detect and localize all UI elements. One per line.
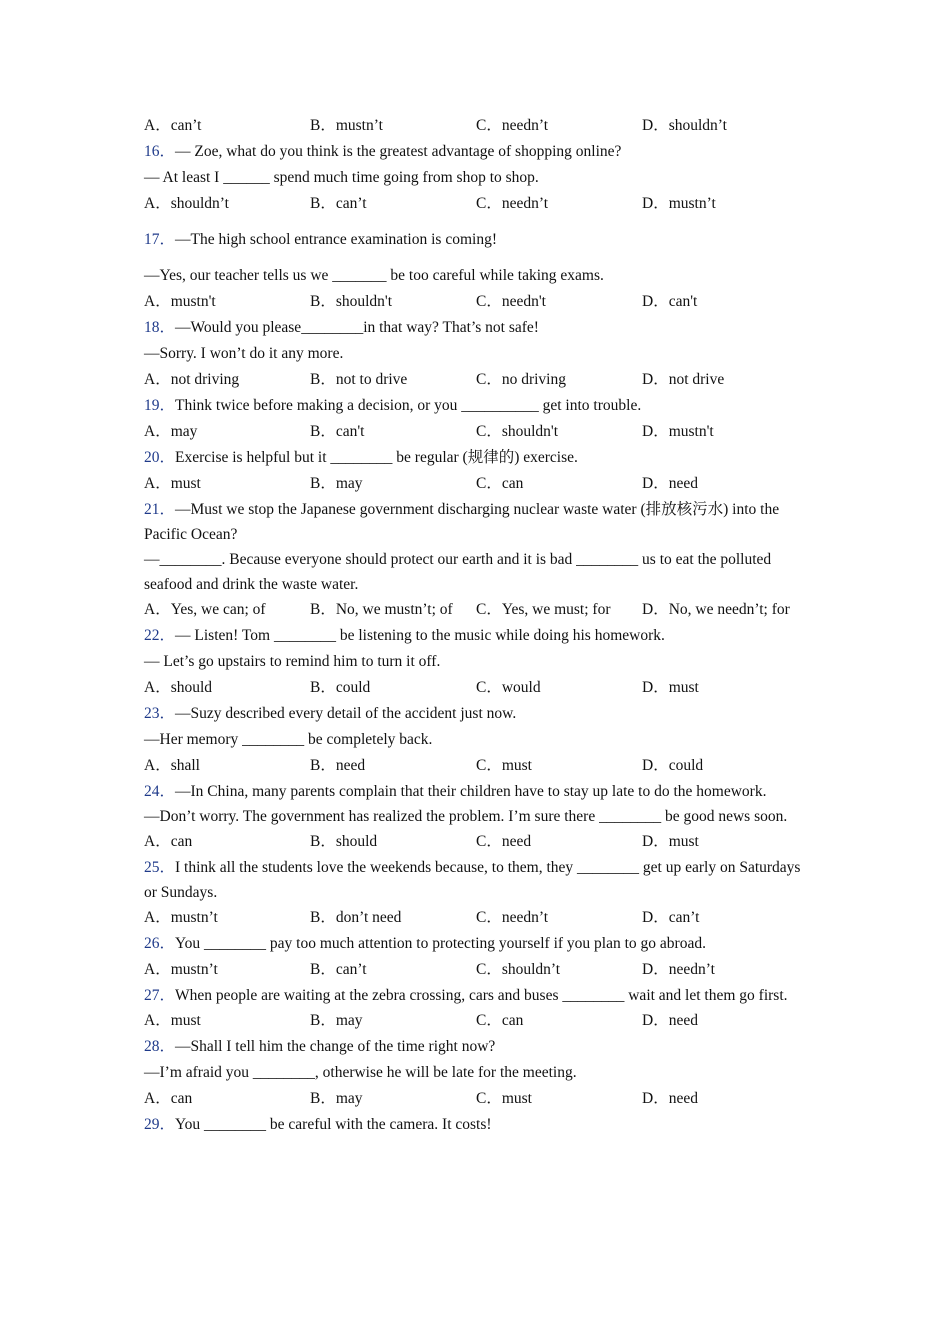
- option-d: D．not drive: [642, 371, 725, 388]
- question-text: You ________ be careful with the camera. It costs!: [175, 1116, 492, 1133]
- question-27-stem: [144, 983, 814, 1008]
- question-text: You ________ pay too much attention to protecting yourself if you plan to go abroad.: [175, 935, 706, 952]
- option-d: D．need: [642, 475, 698, 492]
- options-row: [144, 829, 814, 855]
- option-d: D．mustn't: [642, 423, 714, 440]
- question-19-stem: [144, 393, 814, 419]
- options-row: [144, 957, 814, 983]
- option-b: B．No, we mustn’t; of: [310, 601, 453, 618]
- option-b: B．may: [310, 475, 363, 492]
- question-text: —Shall I tell him the change of the time right now?: [175, 1038, 496, 1055]
- option-a: A．can: [144, 1090, 193, 1107]
- question-number: 25．: [144, 859, 176, 876]
- options-row: [144, 471, 814, 497]
- question-18-stem: [144, 315, 814, 341]
- option-b: B．should: [310, 833, 378, 850]
- option-b: B．can’t: [310, 195, 367, 212]
- option-a: A．may: [144, 423, 198, 440]
- question-22-reply: — Let’s go upstairs to remind him to turn it off.: [144, 653, 441, 670]
- question-text: —Must we stop the Japanese government discharging nuclear waste water (排放核污水) into the Pacific Ocean?: [144, 501, 780, 543]
- option-c: C．Yes, we must; for: [476, 601, 611, 618]
- question-number: 16．: [144, 143, 176, 160]
- option-c: C．can: [476, 475, 524, 492]
- question-number: 27．: [144, 987, 176, 1004]
- options-row: [144, 1086, 814, 1112]
- option-b: B．may: [310, 1012, 363, 1029]
- option-a: A．should: [144, 679, 213, 696]
- option-d: D．No, we needn’t; for: [642, 601, 790, 618]
- option-a: A．can’t: [144, 117, 202, 134]
- question-number: 23．: [144, 705, 176, 722]
- question-text: — Zoe, what do you think is the greatest advantage of shopping online?: [175, 143, 622, 160]
- question-24-reply: —Don’t worry. The government has realized the problem. I’m sure there ________ be good news soon.: [144, 808, 788, 825]
- option-c: C．must: [476, 757, 532, 774]
- question-18-reply: —Sorry. I won’t do it any more.: [144, 345, 344, 362]
- option-a: A．can: [144, 833, 193, 850]
- option-c: C．needn’t: [476, 909, 549, 926]
- option-b: B．not to drive: [310, 371, 408, 388]
- option-a: A．not driving: [144, 371, 240, 388]
- question-23-stem: [144, 701, 814, 727]
- option-c: C．need: [476, 833, 532, 850]
- options-row: [144, 675, 814, 701]
- question-number: 20．: [144, 449, 176, 466]
- options-row: [144, 753, 814, 779]
- question-number: 24．: [144, 783, 176, 800]
- option-d: D．must: [642, 679, 699, 696]
- option-d: D．could: [642, 757, 704, 774]
- option-c: C．must: [476, 1090, 532, 1107]
- question-number: 19．: [144, 397, 176, 414]
- question-number: 22．: [144, 627, 176, 644]
- option-a: A．Yes, we can; of: [144, 601, 266, 618]
- question-17-reply: —Yes, our teacher tells us we _______ be too careful while taking exams.: [144, 267, 604, 284]
- question-number: 21．: [144, 501, 176, 518]
- question-text: — Listen! Tom ________ be listening to the music while doing his homework.: [175, 627, 665, 644]
- question-text: When people are waiting at the zebra crossing, cars and buses ________ wait and let them go first.: [175, 987, 788, 1004]
- question-28-stem: [144, 1034, 814, 1060]
- option-d: D．need: [642, 1090, 698, 1107]
- question-26-stem: [144, 931, 814, 957]
- question-21-stem: [144, 497, 814, 547]
- question-22-stem: [144, 623, 814, 649]
- question-text: —In China, many parents complain that their children have to stay up late to do the homework.: [175, 783, 767, 800]
- option-a: A．shouldn’t: [144, 195, 229, 212]
- option-a: A．must: [144, 1012, 201, 1029]
- question-23-reply: —Her memory ________ be completely back.: [144, 731, 433, 748]
- option-c: C．shouldn't: [476, 423, 559, 440]
- question-20-stem: [144, 445, 814, 471]
- question-16-stem: [144, 139, 814, 165]
- question-24-stem: [144, 779, 814, 804]
- option-d: D．can’t: [642, 909, 700, 926]
- options-row: [144, 597, 814, 623]
- option-b: B．can't: [310, 423, 365, 440]
- options-row: [144, 1008, 814, 1034]
- option-d: D．must: [642, 833, 699, 850]
- option-a: A．mustn't: [144, 293, 216, 310]
- question-number: 18．: [144, 319, 176, 336]
- question-25-stem: [144, 855, 814, 905]
- option-a: A．must: [144, 475, 201, 492]
- option-d: D．need: [642, 1012, 698, 1029]
- option-d: D．mustn’t: [642, 195, 716, 212]
- options-row: [144, 419, 814, 445]
- option-d: D．shouldn’t: [642, 117, 727, 134]
- option-a: A．mustn’t: [144, 909, 218, 926]
- option-b: B．don’t need: [310, 909, 402, 926]
- question-28-reply: —I’m afraid you ________, otherwise he will be late for the meeting.: [144, 1064, 577, 1081]
- question-number: 28．: [144, 1038, 176, 1055]
- option-d: D．can't: [642, 293, 698, 310]
- options-row: [144, 113, 814, 139]
- options-row: [144, 289, 814, 315]
- option-c: C．would: [476, 679, 541, 696]
- question-16-reply: — At least I ______ spend much time going from shop to shop.: [144, 169, 539, 186]
- question-number: 26．: [144, 935, 176, 952]
- options-row: [144, 191, 814, 217]
- option-b: B．may: [310, 1090, 363, 1107]
- question-text: Exercise is helpful but it ________ be regular (规律的) exercise.: [175, 449, 578, 466]
- question-29-stem: [144, 1112, 814, 1138]
- option-c: C．can: [476, 1012, 524, 1029]
- options-row: [144, 905, 814, 931]
- option-c: C．needn’t: [476, 117, 549, 134]
- question-number: 29．: [144, 1116, 176, 1133]
- option-b: B．need: [310, 757, 366, 774]
- question-text: Think twice before making a decision, or you __________ get into trouble.: [175, 397, 642, 414]
- option-c: C．needn’t: [476, 195, 549, 212]
- option-c: C．needn't: [476, 293, 546, 310]
- question-number: 17．: [144, 231, 176, 248]
- option-b: B．could: [310, 679, 371, 696]
- options-row: [144, 367, 814, 393]
- option-c: C．shouldn’t: [476, 961, 561, 978]
- option-c: C．no driving: [476, 371, 566, 388]
- option-b: B．mustn’t: [310, 117, 383, 134]
- option-d: D．needn’t: [642, 961, 715, 978]
- question-text: —Suzy described every detail of the accident just now.: [175, 705, 517, 722]
- question-text: —The high school entrance examination is coming!: [175, 231, 497, 248]
- option-b: B．shouldn't: [310, 293, 393, 310]
- option-b: B．can’t: [310, 961, 367, 978]
- question-text: I think all the students love the weekends because, to them, they ________ get up early on Saturdays or Sundays.: [144, 859, 801, 901]
- option-a: A．mustn’t: [144, 961, 218, 978]
- question-17-stem: [144, 227, 814, 253]
- question-text: —Would you please________in that way? That’s not safe!: [175, 319, 539, 336]
- question-21-reply: —________. Because everyone should protect our earth and it is bad ________ us to eat the polluted seafood and drink the waste water.: [144, 551, 772, 593]
- option-a: A．shall: [144, 757, 200, 774]
- question-sheet: [144, 113, 814, 1138]
